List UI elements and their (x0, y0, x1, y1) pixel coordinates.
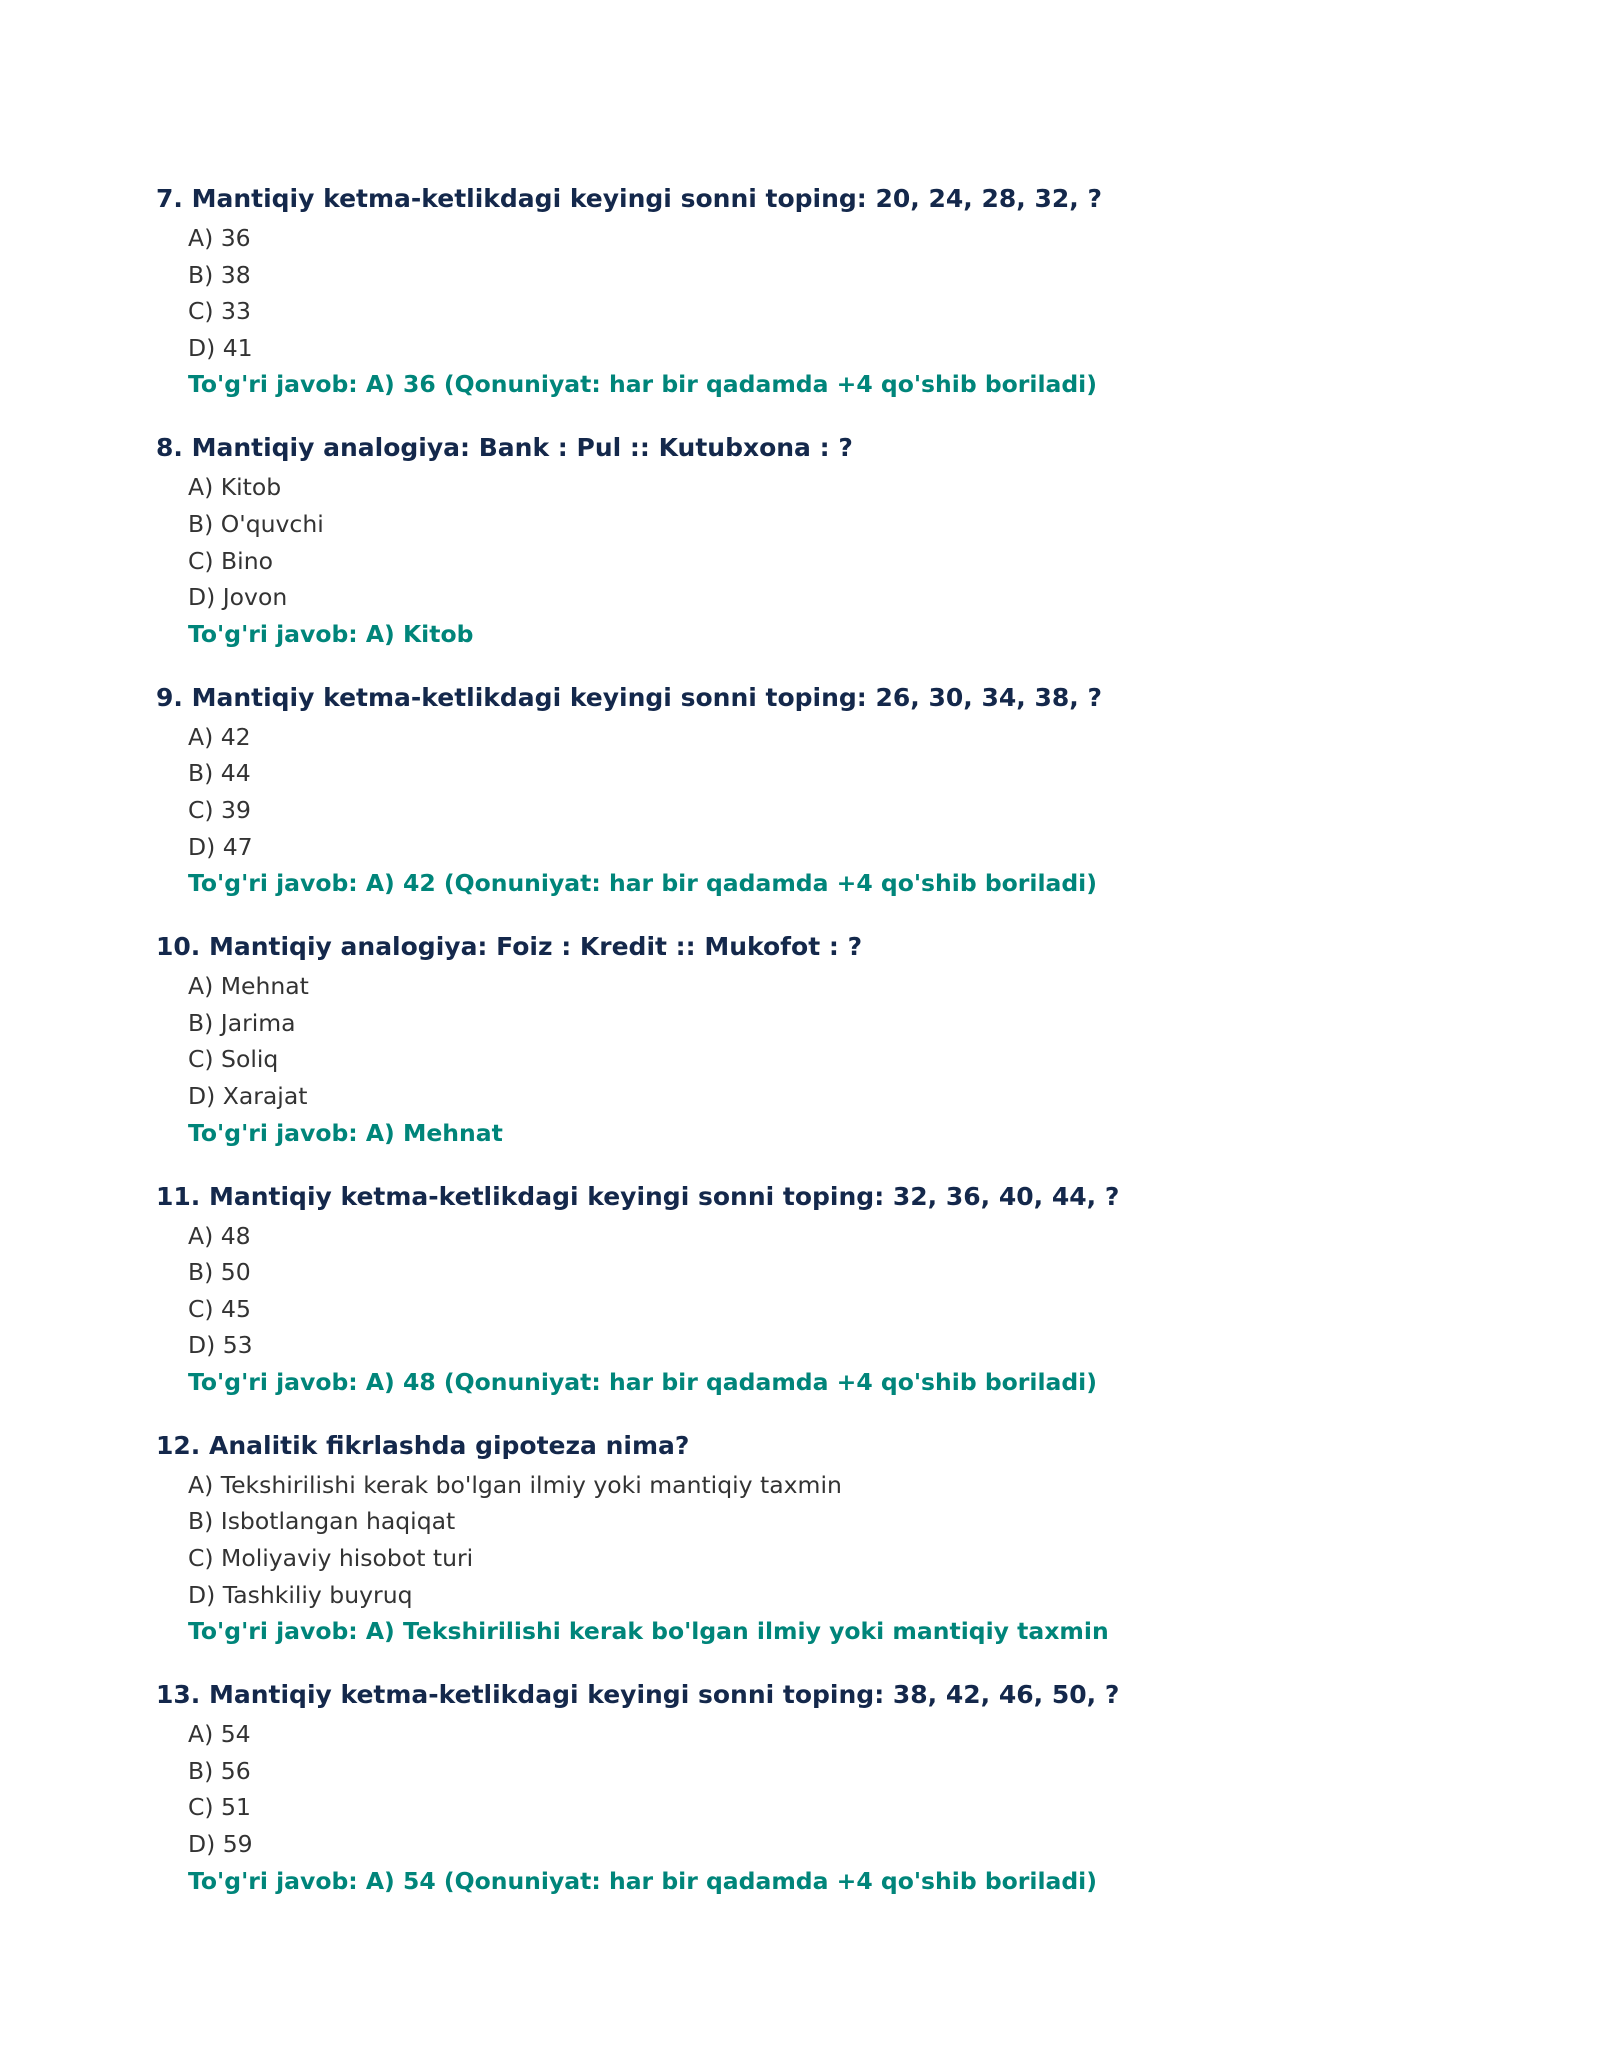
question-title: 9. Mantiqiy ketma-ketlikdagi keyingi sonni toping: 26, 30, 34, 38, ? (156, 682, 1102, 712)
question-item (156, 926, 1456, 1151)
option-list (156, 1467, 1456, 1613)
option-d: D) 53 (188, 1331, 253, 1360)
option-b: B) Jarima (188, 1008, 296, 1037)
correct-answer: To'g'ri javob: A) Kitob (188, 619, 474, 648)
correct-answer: To'g'ri javob: A) 42 (Qonuniyat: har bir qadamda +4 qo'shib boriladi) (188, 869, 1097, 898)
correct-answer: To'g'ri javob: A) Mehnat (188, 1118, 503, 1147)
option-c: C) 33 (188, 297, 251, 326)
correct-answer: To'g'ri javob: A) Tekshirilishi kerak bo'lgan ilmiy yoki mantiqiy taxmin (188, 1617, 1109, 1646)
question-title: 8. Mantiqiy analogiya: Bank : Pul :: Kutubxona : ? (156, 433, 853, 463)
option-d: D) Xarajat (188, 1081, 308, 1110)
option-list (156, 220, 1456, 366)
option-c: C) Bino (188, 546, 273, 575)
option-c: C) 39 (188, 795, 251, 824)
option-b: B) Isbotlangan haqiqat (188, 1507, 456, 1536)
option-a: A) 36 (188, 224, 251, 252)
correct-answer: To'g'ri javob: A) 54 (Qonuniyat: har bir qadamda +4 qo'shib boriladi) (188, 1866, 1097, 1895)
option-d: D) 47 (188, 832, 253, 861)
option-list (156, 1218, 1456, 1364)
question-item (156, 1425, 1456, 1650)
option-a: A) 54 (188, 1720, 251, 1749)
question-title: 12. Analitik fikrlashda gipoteza nima? (156, 1430, 690, 1460)
question-item (156, 427, 1456, 652)
option-b: B) 38 (188, 260, 251, 289)
option-c: C) Moliyaviy hisobot turi (188, 1544, 474, 1573)
option-a: A) 42 (188, 722, 251, 751)
correct-answer: To'g'ri javob: A) 36 (Qonuniyat: har bir qadamda +4 qo'shib boriladi) (188, 370, 1097, 399)
option-list (156, 968, 1456, 1114)
option-d: D) 59 (188, 1830, 253, 1859)
question-item (156, 1176, 1456, 1401)
correct-answer: To'g'ri javob: A) 48 (Qonuniyat: har bir qadamda +4 qo'shib boriladi) (188, 1367, 1097, 1396)
question-title: 13. Mantiqiy ketma-ketlikdagi keyingi sonni toping: 38, 42, 46, 50, ? (156, 1680, 1120, 1710)
question-item (156, 677, 1456, 902)
option-c: C) Soliq (188, 1045, 279, 1074)
question-title: 11. Mantiqiy ketma-ketlikdagi keyingi sonni toping: 32, 36, 40, 44, ? (156, 1181, 1120, 1211)
option-d: D) Tashkiliy buyruq (188, 1580, 413, 1609)
option-d: D) Jovon (188, 583, 288, 612)
option-list (156, 1716, 1456, 1862)
option-d: D) 41 (188, 333, 253, 362)
question-item (156, 1674, 1456, 1899)
option-b: B) 50 (188, 1258, 251, 1287)
question-title: 7. Mantiqiy ketma-ketlikdagi keyingi sonni toping: 20, 24, 28, 32, ? (156, 184, 1102, 213)
option-a: A) 48 (188, 1221, 251, 1250)
option-b: B) 44 (188, 759, 251, 788)
option-a: A) Mehnat (188, 972, 309, 1001)
question-title: 10. Mantiqiy analogiya: Foiz : Kredit :: Mukofot : ? (156, 932, 863, 962)
option-list (156, 719, 1456, 865)
option-c: C) 45 (188, 1294, 251, 1323)
question-item (156, 178, 1456, 403)
option-b: B) O'quvchi (188, 509, 324, 538)
option-c: C) 51 (188, 1793, 251, 1822)
question-list (156, 178, 1456, 1924)
option-a: A) Tekshirilishi kerak bo'lgan ilmiy yoki mantiqiy taxmin (188, 1470, 842, 1499)
option-list (156, 469, 1456, 615)
option-b: B) 56 (188, 1756, 251, 1785)
option-a: A) Kitob (188, 473, 282, 502)
